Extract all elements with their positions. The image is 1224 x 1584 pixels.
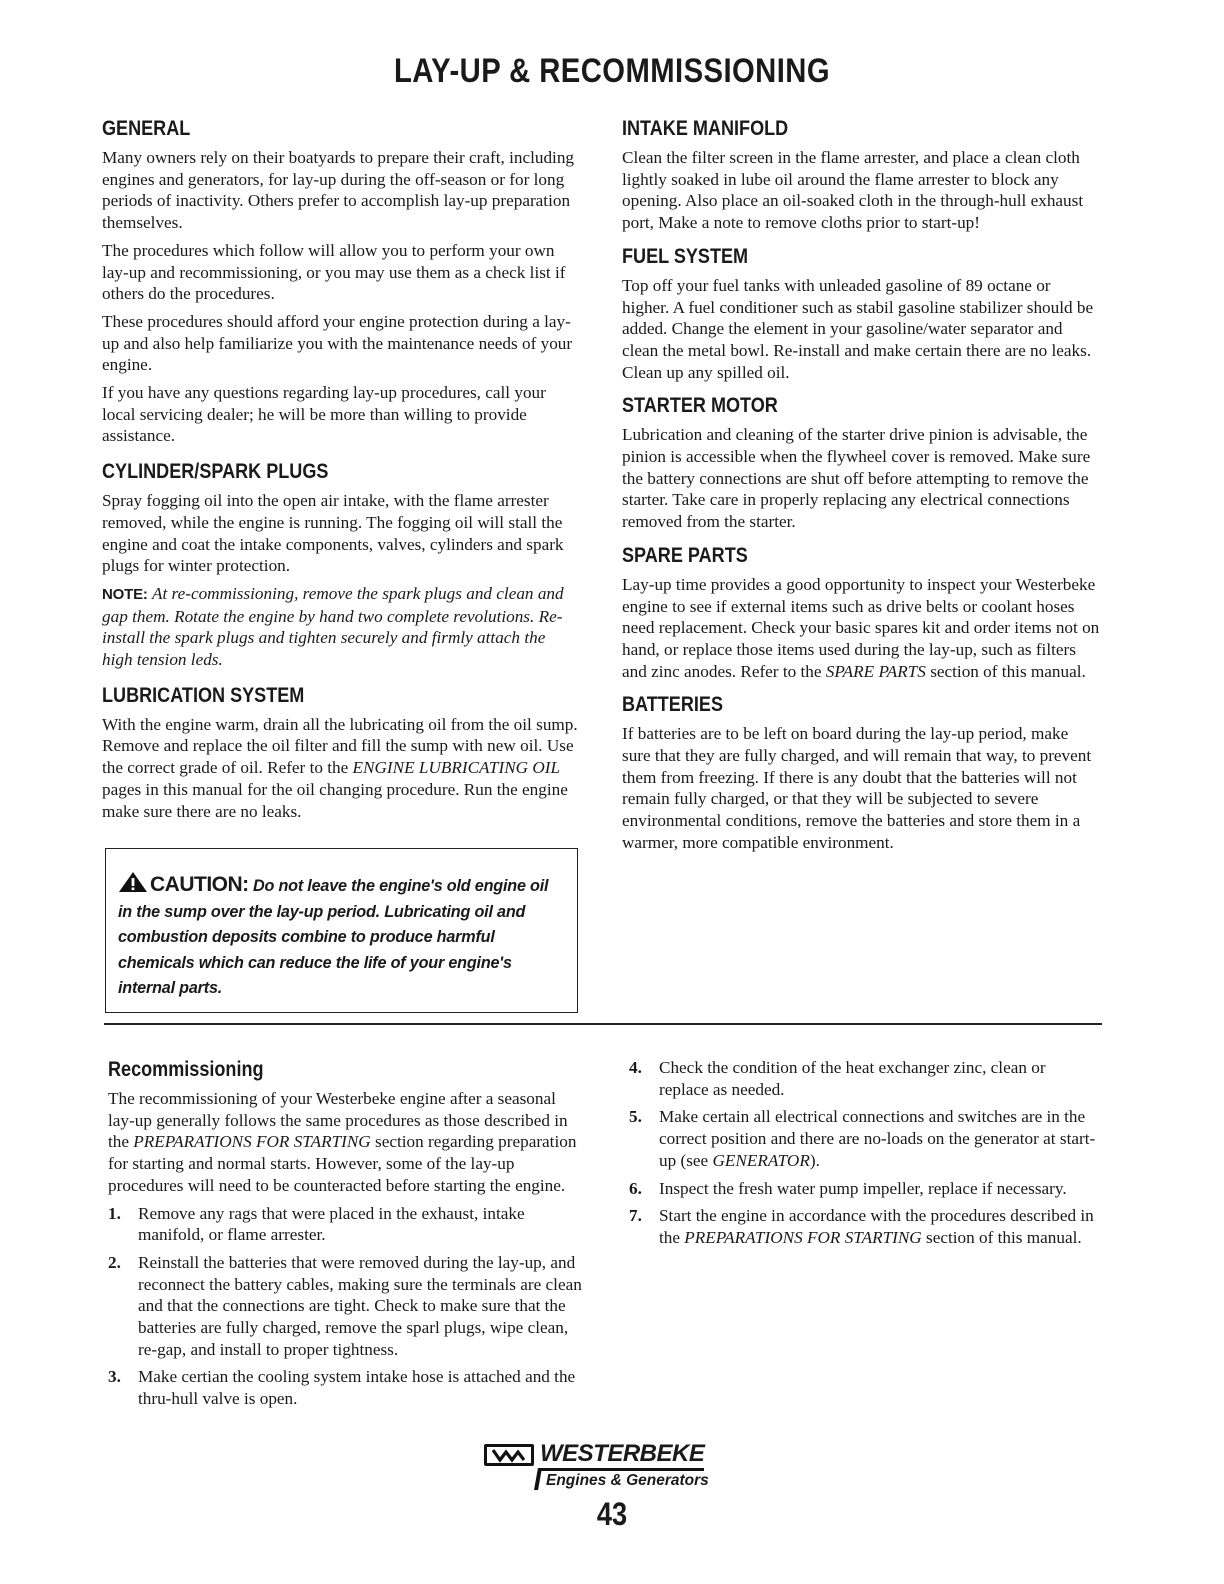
list-item	[629, 1178, 1099, 1200]
step-reference: PREPARATIONS FOR STARTING	[684, 1227, 922, 1247]
left-column	[102, 116, 580, 828]
general-heading: GENERAL	[102, 117, 191, 140]
note-label: NOTE:	[102, 585, 148, 603]
step-text: Reinstall the batteries that were removed during the lay-up, and reconnect the battery cables, making sure the terminals are clean and that the connections are tight. Check to make sure that the batteries are fully charged, remove the sparl plugs, wipe clean, re-gap, and install to proper tightness.	[138, 1252, 582, 1359]
step-text: Inspect the fresh water pump impeller, replace if necessary.	[659, 1178, 1067, 1198]
recommissioning-steps-right	[629, 1057, 1099, 1249]
cylinder-heading: CYLINDER/SPARK PLUGS	[102, 460, 329, 484]
general-paragraph: The procedures which follow will allow you to perform your own lay-up and recommissioning, or you may use them as a check list if others do the procedures.	[102, 240, 566, 304]
batteries-heading: BATTERIES	[622, 693, 724, 717]
spare-text: Lay-up time provides a good opportunity to inspect your Westerbeke engine to see if external items such as drive belts or coolant hoses need replacement. Check your basic spares kit and order items not on hand, or replace those items used during the lay-up, such as filters and zinc anodes. Refer to the	[622, 574, 1100, 681]
general-paragraph: If you have any questions regarding lay-up procedures, call your local servicing dealer; he will be more than willing to provide assistance.	[102, 383, 546, 446]
caution-text: Do not leave the engine's old engine oil in the sump over the lay-up period. Lubricating oil and combustion deposits combine to produce harmful chemicals which can reduce the life of your engine's internal parts.	[118, 877, 549, 997]
lubrication-paragraph	[102, 714, 580, 823]
logo-w-icon	[484, 1444, 534, 1466]
step-number: 5.	[629, 1107, 642, 1127]
lubrication-reference: ENGINE LUBRICATING OIL	[352, 758, 561, 778]
spare-paragraph	[622, 574, 1100, 683]
logo-stem	[534, 1468, 542, 1490]
step-text: Make certian the cooling system intake hose is attached and the thru-hull valve is open.	[138, 1367, 576, 1409]
list-item	[629, 1057, 1099, 1100]
list-item	[629, 1205, 1099, 1248]
intro-text: The recommissioning of your Westerbeke engine after a seasonal lay-up generally follows the same procedures as those described in the	[108, 1089, 568, 1152]
recommissioning-steps-left	[108, 1203, 582, 1410]
westerbeke-logo	[480, 1440, 740, 1494]
intro-text: section regarding preparation for starting and normal starts. However, some of the lay-up procedures will need to be counteracted before starting the engine.	[108, 1132, 577, 1195]
step-text: Check the condition of the heat exchanger zinc, clean or replace as needed.	[659, 1058, 1046, 1099]
step-number: 7.	[629, 1206, 642, 1226]
step-text: Make certain all electrical connections and switches are in the correct position and there are no-loads on the generator at start-up (see	[659, 1107, 1096, 1170]
recommissioning-intro	[108, 1088, 582, 1197]
logo-name: WESTERBEKE	[540, 1440, 704, 1471]
right-column	[622, 116, 1100, 860]
cylinder-paragraph: Spray fogging oil into the open air intake, with the flame arrester removed, while the engine is running. The fogging oil will stall the engine and coat the intake components, valves, cylinders and spark plugs for winter protection.	[102, 491, 564, 576]
caution-label: CAUTION:	[150, 873, 249, 896]
list-item	[108, 1252, 582, 1361]
step-number: 1.	[108, 1203, 121, 1223]
recommissioning-left	[108, 1057, 582, 1416]
spare-heading: SPARE PARTS	[622, 543, 748, 567]
spare-text: section of this manual.	[930, 661, 1086, 681]
lubrication-heading: LUBRICATION SYSTEM	[102, 683, 305, 707]
fuel-heading: FUEL SYSTEM	[622, 244, 749, 268]
step-text: section of this manual.	[926, 1227, 1082, 1247]
recommissioning-heading: Recommissioning	[108, 1058, 264, 1081]
step-reference: GENERATOR	[712, 1150, 810, 1170]
lubrication-text: pages in this manual for the oil changing procedure. Run the engine make sure there are no leaks.	[102, 779, 568, 821]
list-item	[108, 1203, 582, 1246]
step-number: 2.	[108, 1252, 121, 1272]
fuel-paragraph: Top off your fuel tanks with unleaded gasoline of 89 octane or higher. A fuel conditioner such as stabil gasoline stabilizer should be added. Change the element in your gasoline/water separator and clean the metal bowl. Re-install and make certain there are no leaks. Clean up any spilled oil.	[622, 275, 1094, 382]
starter-paragraph: Lubrication and cleaning of the starter drive pinion is advisable, the pinion is accessible when the flywheel cover is removed. Make sure the battery connections are shut off before attempting to remove the starter. Take care in properly replacing any electrical connections removed from the starter.	[622, 425, 1091, 532]
list-item	[629, 1106, 1099, 1171]
starter-heading: STARTER MOTOR	[622, 394, 778, 418]
step-text: Remove any rags that were placed in the exhaust, intake manifold, or flame arrester.	[138, 1203, 525, 1245]
batteries-paragraph: If batteries are to be left on board during the lay-up period, make sure that they are fully charged, and will remain that way, to prevent them from freezing. If there is any doubt that the batteries will not remain fully charged, or that they will be subjected to severe environmental conditions, remove the batteries and store them in a warmer, more compatible environment.	[622, 724, 1092, 852]
lubrication-text: With the engine warm, drain all the lubricating oil from the oil sump. Remove and replace the oil filter and fill the sump with new oil. Use the correct grade of oil. Refer to the	[102, 714, 578, 778]
page-number: 43	[596, 1496, 628, 1532]
general-paragraph: These procedures should afford your engine protection during a lay-up and also help familiarize you with the maintenance needs of your engine.	[102, 311, 573, 375]
spare-reference: SPARE PARTS	[825, 661, 926, 681]
general-paragraph: Many owners rely on their boatyards to prepare their craft, including engines and generators, for lay-up during the off-season or for long periods of inactivity. Others prefer to accomplish lay-up preparation themselves.	[102, 148, 575, 233]
intro-reference: PREPARATIONS FOR STARTING	[133, 1132, 371, 1152]
section-divider	[104, 1023, 1102, 1025]
step-number: 6.	[629, 1178, 642, 1198]
intake-paragraph: Clean the filter screen in the flame arrester, and place a clean cloth lightly soaked in lube oil around the flame arrester to block any opening. Also place an oil-soaked cloth in the through-hull exhaust port, Make a note to remove cloths prior to start-up!	[622, 148, 1084, 233]
step-text: ).	[809, 1150, 820, 1170]
warning-triangle-icon	[118, 871, 148, 893]
recommissioning-right	[629, 1057, 1099, 1255]
caution-box	[105, 848, 578, 1013]
page-title: LAY-UP & RECOMMISSIONING	[394, 52, 830, 90]
note-paragraph	[102, 583, 580, 671]
step-number: 3.	[108, 1367, 121, 1387]
step-text: Start the engine in accordance with the procedures described in the	[659, 1206, 1094, 1247]
logo-tagline: Engines & Generators	[546, 1472, 709, 1489]
list-item	[108, 1366, 582, 1409]
intake-heading: INTAKE MANIFOLD	[622, 117, 789, 140]
step-number: 4.	[629, 1058, 642, 1077]
note-text: At re-commissioning, remove the spark plugs and clean and gap them. Rotate the engine by hand two complete revolutions. Re-install the spark plugs and tighten securely and firmly attach the high tension leds.	[102, 583, 564, 670]
